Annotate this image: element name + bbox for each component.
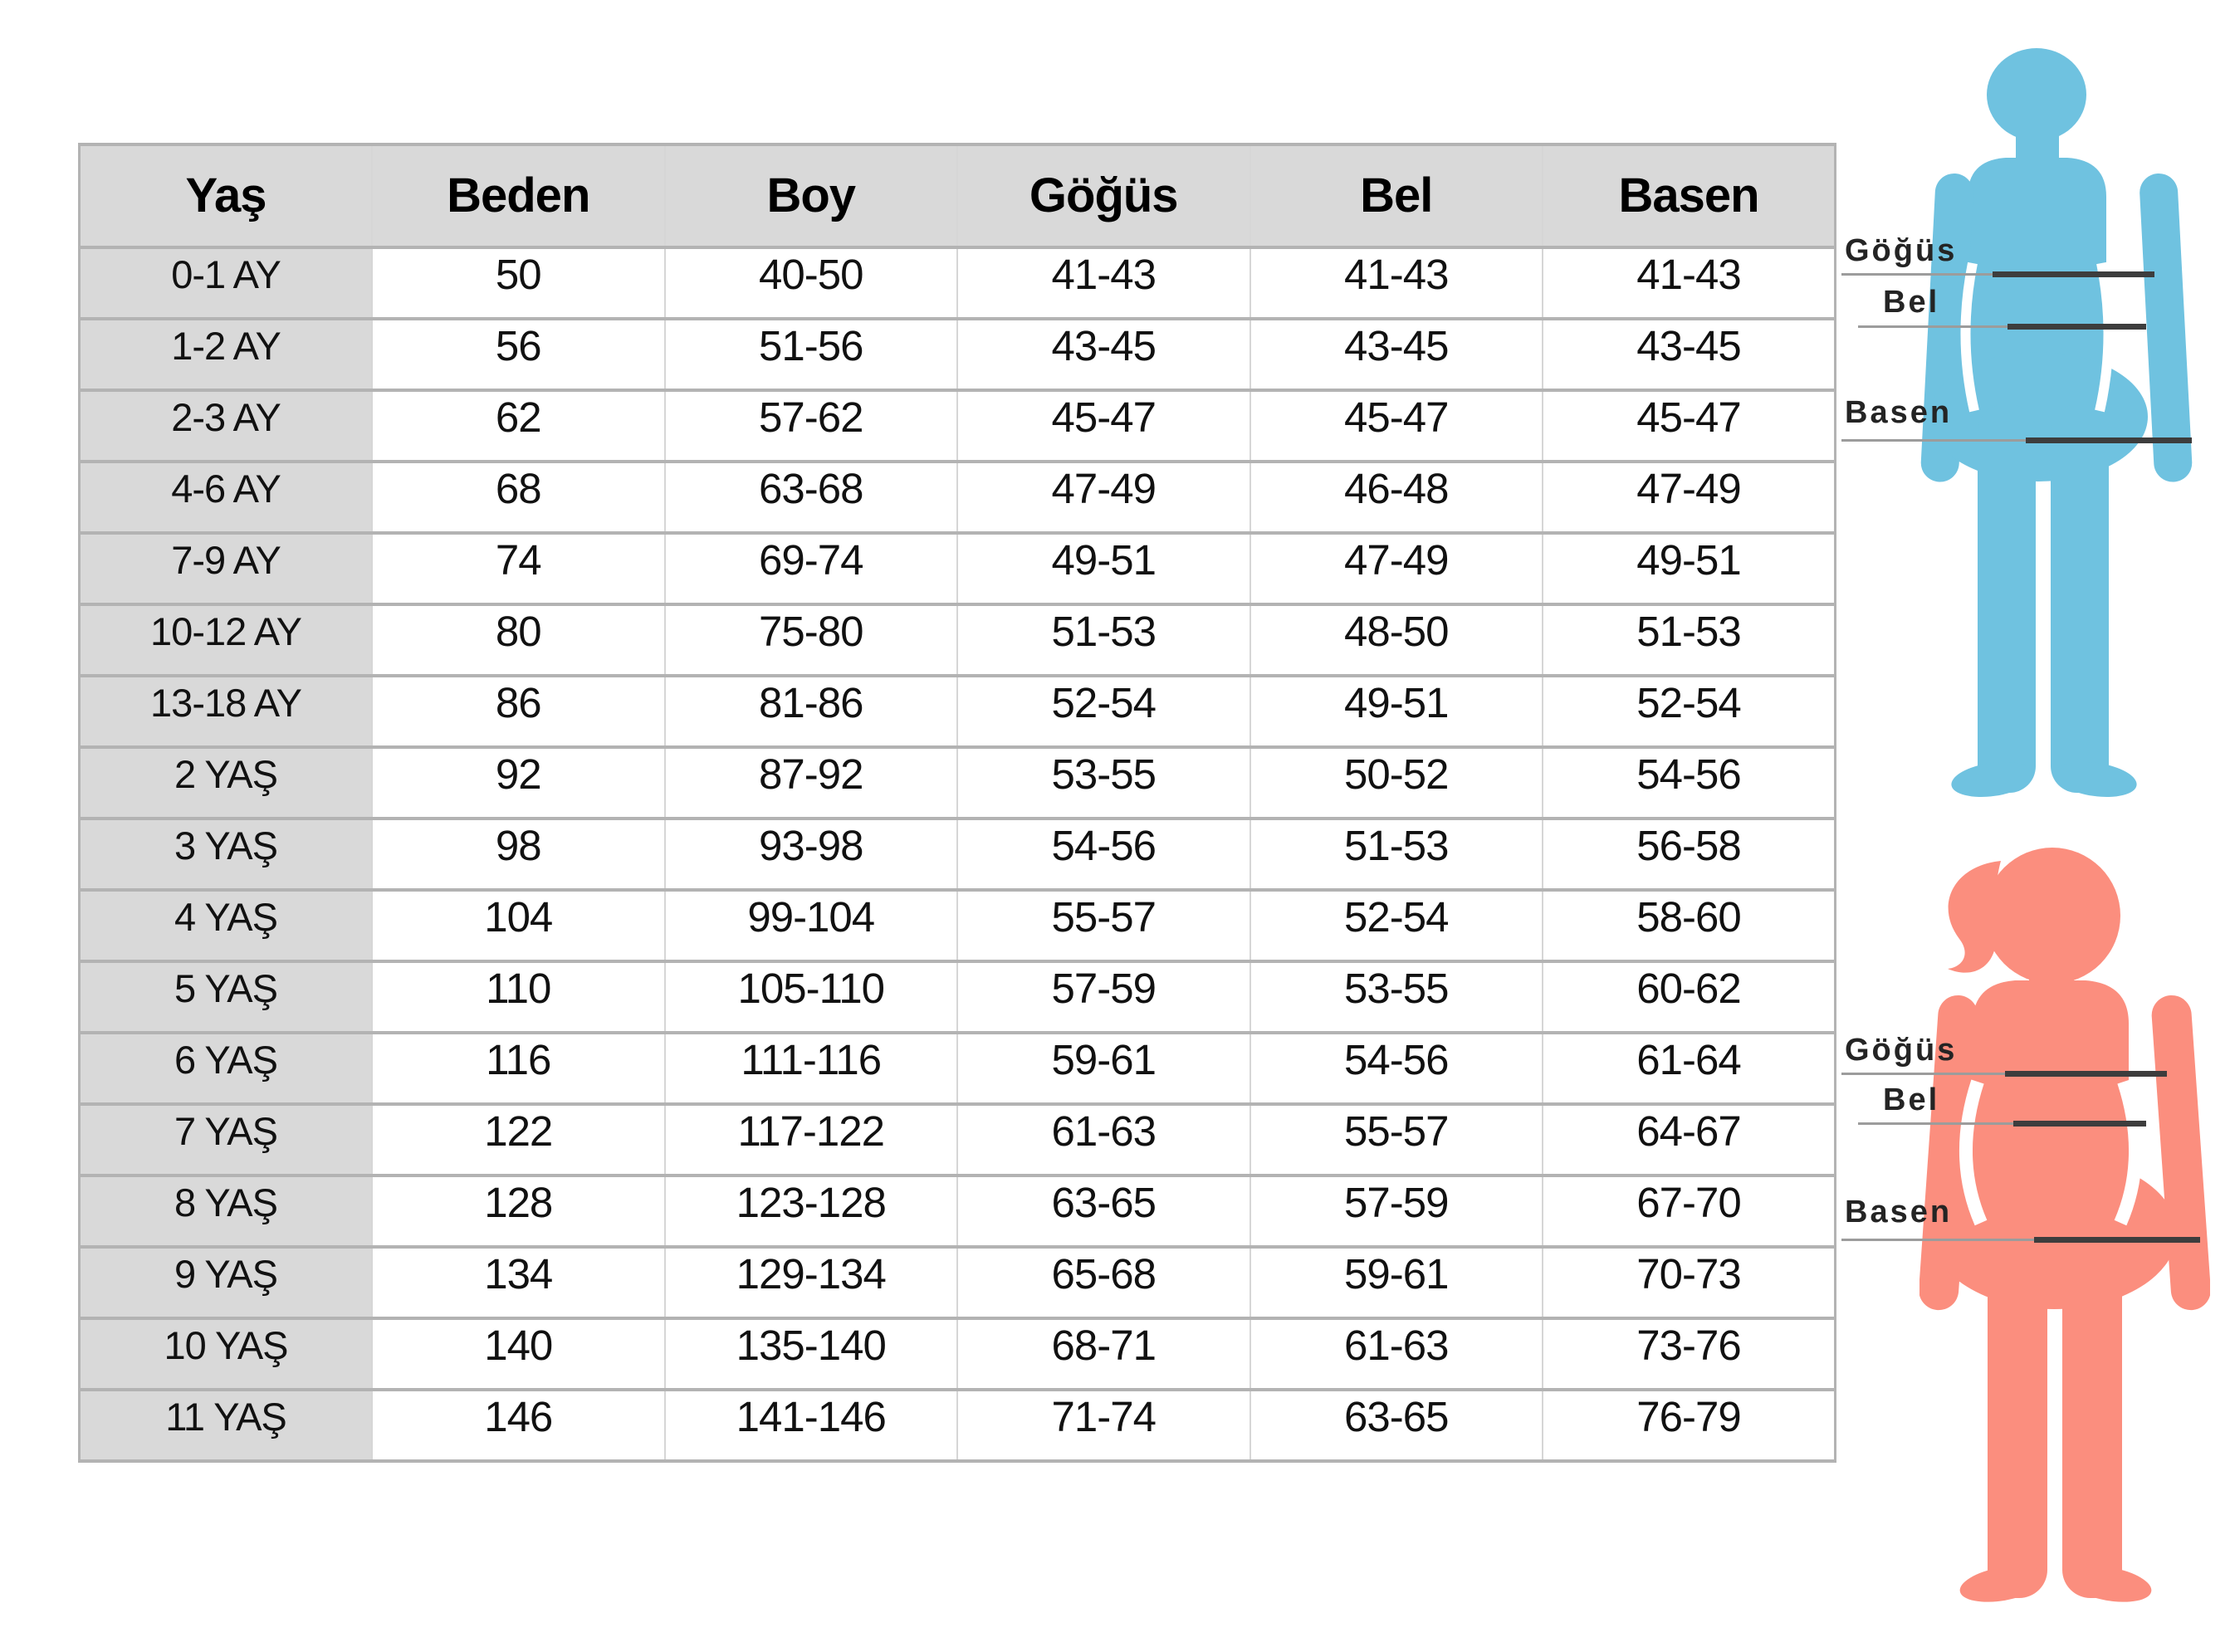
table-cell: 117-122: [665, 1104, 958, 1175]
boy-chest-label: Göğüs: [1845, 233, 1958, 268]
table-cell: 56-58: [1543, 819, 1836, 890]
table-cell: 80: [372, 604, 665, 676]
table-cell: 67-70: [1543, 1175, 1836, 1247]
row-label: 4-6 AY: [80, 462, 373, 533]
table-cell: 116: [372, 1033, 665, 1104]
table-row: [80, 1318, 1836, 1390]
table-cell: 49-51: [1543, 533, 1836, 604]
table-row: [80, 390, 1836, 462]
table-cell: 61-64: [1543, 1033, 1836, 1104]
boy-hip-label: Basen: [1845, 395, 1953, 430]
table-cell: 45-47: [1543, 390, 1836, 462]
table-cell: 81-86: [665, 676, 958, 747]
table-cell: 104: [372, 890, 665, 961]
row-label: 5 YAŞ: [80, 961, 373, 1033]
table-cell: 87-92: [665, 747, 958, 819]
table-row: [80, 462, 1836, 533]
girl-chest-leader-line: [1841, 1073, 2026, 1075]
table-cell: 54-56: [957, 819, 1250, 890]
size-table-header-row: [80, 144, 1836, 247]
table-cell: 61-63: [1250, 1318, 1543, 1390]
boy-waist-label: Bel: [1883, 285, 1940, 320]
table-row: [80, 247, 1836, 319]
table-row: [80, 1390, 1836, 1461]
table-cell: 76-79: [1543, 1390, 1836, 1461]
table-cell: 69-74: [665, 533, 958, 604]
column-header-3: Göğüs: [957, 144, 1250, 247]
table-cell: 93-98: [665, 819, 958, 890]
table-cell: 62: [372, 390, 665, 462]
table-cell: 98: [372, 819, 665, 890]
girl-waist-leader-line: [1858, 1122, 2034, 1125]
table-cell: 41-43: [1543, 247, 1836, 319]
row-label: 7-9 AY: [80, 533, 373, 604]
table-cell: 47-49: [1250, 533, 1543, 604]
boy-waist-leader-line: [1858, 325, 2030, 328]
table-cell: 63-68: [665, 462, 958, 533]
row-label: 0-1 AY: [80, 247, 373, 319]
table-cell: 50: [372, 247, 665, 319]
table-row: [80, 890, 1836, 961]
table-cell: 53-55: [1250, 961, 1543, 1033]
girl-waist-label: Bel: [1883, 1083, 1940, 1117]
table-cell: 92: [372, 747, 665, 819]
table-cell: 54-56: [1250, 1033, 1543, 1104]
boy-hip-leader-line: [1841, 439, 2051, 442]
table-cell: 49-51: [1250, 676, 1543, 747]
table-cell: 86: [372, 676, 665, 747]
table-cell: 51-56: [665, 319, 958, 390]
boy-chest-measure-line: [1993, 271, 2154, 277]
table-row: [80, 961, 1836, 1033]
table-cell: 49-51: [957, 533, 1250, 604]
boy-figure: [1827, 46, 2230, 830]
boy-waist-measure-line: [2007, 324, 2146, 330]
table-row: [80, 604, 1836, 676]
table-cell: 140: [372, 1318, 665, 1390]
row-label: 13-18 AY: [80, 676, 373, 747]
table-row: [80, 819, 1836, 890]
girl-hip-measure-line: [2034, 1237, 2200, 1243]
table-cell: 135-140: [665, 1318, 958, 1390]
table-cell: 61-63: [957, 1104, 1250, 1175]
table-cell: 129-134: [665, 1247, 958, 1318]
table-cell: 141-146: [665, 1390, 958, 1461]
table-cell: 74: [372, 533, 665, 604]
table-row: [80, 533, 1836, 604]
table-cell: 45-47: [1250, 390, 1543, 462]
table-cell: 68-71: [957, 1318, 1250, 1390]
row-label: 2-3 AY: [80, 390, 373, 462]
table-row: [80, 1033, 1836, 1104]
boy-chest-leader-line: [1841, 273, 2017, 276]
table-row: [80, 747, 1836, 819]
row-label: 10 YAŞ: [80, 1318, 373, 1390]
table-cell: 73-76: [1543, 1318, 1836, 1390]
row-label: 10-12 AY: [80, 604, 373, 676]
table-cell: 51-53: [957, 604, 1250, 676]
table-cell: 52-54: [1543, 676, 1836, 747]
table-cell: 41-43: [957, 247, 1250, 319]
table-cell: 51-53: [1543, 604, 1836, 676]
row-label: 11 YAŞ: [80, 1390, 373, 1461]
table-cell: 70-73: [1543, 1247, 1836, 1318]
girl-chest-measure-line: [2005, 1071, 2167, 1077]
table-cell: 63-65: [957, 1175, 1250, 1247]
table-cell: 56: [372, 319, 665, 390]
size-table: [78, 143, 1836, 1463]
table-cell: 110: [372, 961, 665, 1033]
table-cell: 45-47: [957, 390, 1250, 462]
table-cell: 105-110: [665, 961, 958, 1033]
table-cell: 52-54: [1250, 890, 1543, 961]
table-cell: 60-62: [1543, 961, 1836, 1033]
table-cell: 52-54: [957, 676, 1250, 747]
girl-hip-label: Basen: [1845, 1195, 1953, 1229]
table-cell: 57-62: [665, 390, 958, 462]
table-cell: 48-50: [1250, 604, 1543, 676]
row-label: 7 YAŞ: [80, 1104, 373, 1175]
table-cell: 146: [372, 1390, 665, 1461]
table-cell: 55-57: [957, 890, 1250, 961]
table-cell: 59-61: [1250, 1247, 1543, 1318]
table-cell: 50-52: [1250, 747, 1543, 819]
size-table-body: [80, 247, 1836, 1461]
table-cell: 47-49: [1543, 462, 1836, 533]
table-cell: 134: [372, 1247, 665, 1318]
column-header-2: Boy: [665, 144, 958, 247]
table-row: [80, 676, 1836, 747]
table-cell: 41-43: [1250, 247, 1543, 319]
table-cell: 123-128: [665, 1175, 958, 1247]
table-cell: 53-55: [957, 747, 1250, 819]
girl-hip-leader-line: [1841, 1239, 2059, 1241]
boy-silhouette-icon: [1919, 47, 2193, 824]
table-cell: 59-61: [957, 1033, 1250, 1104]
column-header-0: Yaş: [80, 144, 373, 247]
column-header-1: Beden: [372, 144, 665, 247]
table-cell: 63-65: [1250, 1390, 1543, 1461]
girl-figure: [1827, 833, 2230, 1650]
row-label: 1-2 AY: [80, 319, 373, 390]
size-table-head: [80, 144, 1836, 247]
row-label: 3 YAŞ: [80, 819, 373, 890]
girl-chest-label: Göğüs: [1845, 1033, 1958, 1068]
table-cell: 43-45: [1250, 319, 1543, 390]
table-cell: 57-59: [1250, 1175, 1543, 1247]
table-cell: 111-116: [665, 1033, 958, 1104]
column-header-4: Bel: [1250, 144, 1543, 247]
row-label: 6 YAŞ: [80, 1033, 373, 1104]
table-cell: 75-80: [665, 604, 958, 676]
table-cell: 43-45: [1543, 319, 1836, 390]
row-label: 2 YAŞ: [80, 747, 373, 819]
table-cell: 46-48: [1250, 462, 1543, 533]
table-cell: 40-50: [665, 247, 958, 319]
table-cell: 55-57: [1250, 1104, 1543, 1175]
table-cell: 58-60: [1543, 890, 1836, 961]
table-cell: 64-67: [1543, 1104, 1836, 1175]
table-cell: 71-74: [957, 1390, 1250, 1461]
boy-hip-measure-line: [2026, 437, 2192, 443]
table-row: [80, 1104, 1836, 1175]
table-row: [80, 1175, 1836, 1247]
table-cell: 65-68: [957, 1247, 1250, 1318]
table-cell: 122: [372, 1104, 665, 1175]
row-label: 4 YAŞ: [80, 890, 373, 961]
row-label: 9 YAŞ: [80, 1247, 373, 1318]
table-cell: 68: [372, 462, 665, 533]
table-cell: 128: [372, 1175, 665, 1247]
table-cell: 47-49: [957, 462, 1250, 533]
table-row: [80, 319, 1836, 390]
table-cell: 54-56: [1543, 747, 1836, 819]
table-cell: 43-45: [957, 319, 1250, 390]
girl-waist-measure-line: [2013, 1121, 2146, 1127]
table-cell: 51-53: [1250, 819, 1543, 890]
table-cell: 57-59: [957, 961, 1250, 1033]
table-row: [80, 1247, 1836, 1318]
table-cell: 99-104: [665, 890, 958, 961]
column-header-5: Basen: [1543, 144, 1836, 247]
row-label: 8 YAŞ: [80, 1175, 373, 1247]
